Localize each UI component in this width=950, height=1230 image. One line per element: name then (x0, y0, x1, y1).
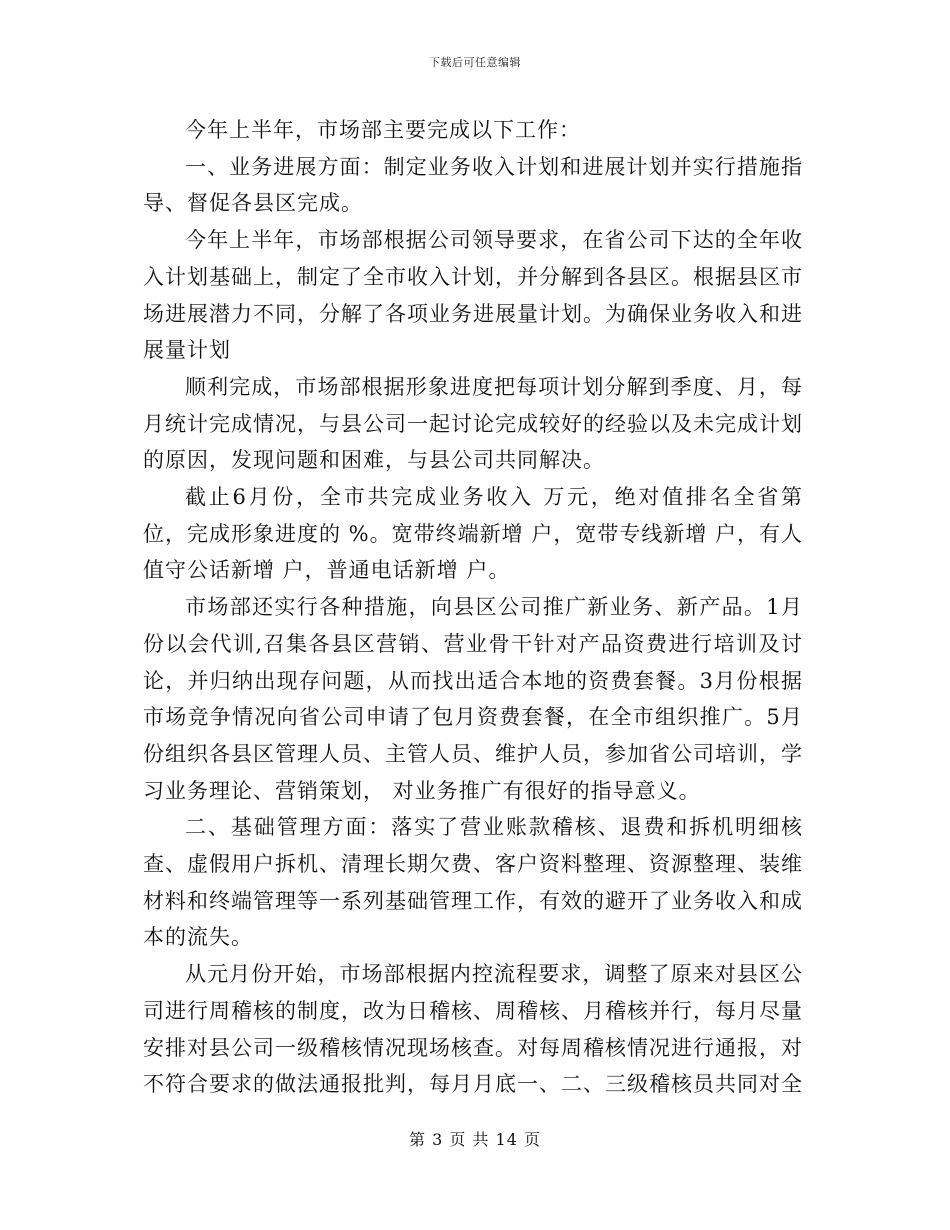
paragraph-june-results: 截止6月份，全市共完成业务收入 万元，绝对值排名全省第 位，完成形象进度的 %。宽带终端新增 户，宽带专线新增 户，有人值守公话新增 户，普通电话新增 户。 (143, 485, 803, 583)
document-body (143, 112, 803, 1103)
paragraph-business-heading: 一、业务进展方面：制定业务收入计划和进展计划并实行措施指导、督促各县区完成。 (143, 154, 803, 216)
paragraph-plan-completion: 顺利完成，市场部根据形象进度把每项计划分解到季度、月，每月统计完成情况，与县公司一起讨论完成较好的经验以及未完成计划的原因，发现问题和困难，与县公司共同解决。 (143, 374, 803, 473)
paragraph-audit-process: 从元月份开始，市场部根据内控流程要求，调整了原来对县区公司进行周稽核的制度，改为日稽核、周稽核、月稽核并行，每月尽量安排对县公司一级稽核情况现场核查。对每周稽核情况进行通报，对不符合要求的做法通报批判，每月月底一、二、三级稽核员共同对全 (143, 962, 803, 1097)
paragraph-management-heading: 二、基础管理方面：落实了营业账款稽核、退费和拆机明细核查、虚假用户拆机、清理长期欠费、客户资料整理、资源整理、装维材料和终端管理等一系列基础管理工作，有效的避开了业务收入和成本的流失。 (143, 815, 803, 950)
paragraph-intro: 今年上半年，市场部主要完成以下工作： (185, 118, 581, 142)
paragraph-promotion-measures: 市场部还实行各种措施，向县区公司推广新业务、新产品。1月份以会代训,召集各县区营销、营业骨干针对产品资费进行培训及讨论，并归纳出现存问题，从而找出适合本地的资费套餐。3月份根据市场竞争情况向省公司申请了包月资费套餐，在全市组织推广。5月份组织各县区管理人员、主管人员、维护人员，参加省公司培训，学习业务理论、营销策划， 对业务推广有很好的指导意义。 (143, 595, 803, 803)
paragraph-revenue-plan: 今年上半年，市场部根据公司领导要求，在省公司下达的全年收入计划基础上，制定了全市收入计划，并分解到各县区。根据县区市场进展潜力不同，分解了各项业务进展量计划。为确保业务收入和进展量计划 (143, 228, 803, 363)
page-header-note: 下载后可任意编辑 (429, 56, 521, 69)
page-number-footer: 第 3 页 共 14 页 (409, 1130, 541, 1149)
